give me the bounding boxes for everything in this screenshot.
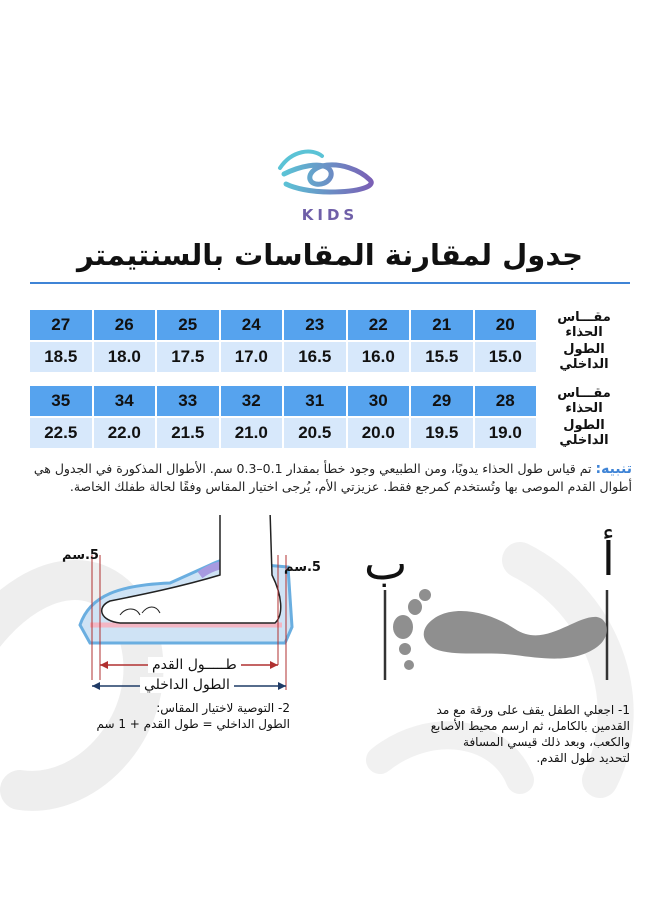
- notice-paragraph: [28, 460, 632, 495]
- instruction-line: 1- اجعلي الطفل يقف على ورقة مع مد: [436, 703, 630, 717]
- notice-text: تم قياس طول الحذاء يدويًا، ومن الطبيعي وجود خطأ بمقدار 0.1–0.3 سم. الأطوال المذكورة في الجدول هي أطوال القدم الموصى بها وتُستخدم كمرجع فقط. عزيزتي الأم، يُرجى اختيار المقاس وفقًا لحالة طفلك الخاصة.: [33, 461, 632, 494]
- inner-length-label: الطول الداخلي: [140, 677, 234, 693]
- gap-label-right: 5.سم: [284, 560, 321, 575]
- title-divider: [30, 282, 630, 284]
- length-cell: 20.0: [348, 418, 410, 448]
- size-cell: 27: [30, 310, 92, 340]
- size-cell: 30: [348, 386, 410, 416]
- instruction-line: لتحديد طول القدم.: [536, 751, 630, 765]
- size-cell: 26: [94, 310, 156, 340]
- instruction-line: والكعب، وبعد ذلك قيسي المسافة: [463, 735, 630, 749]
- length-cell: 18.5: [30, 342, 92, 372]
- page-title: جدول لمقارنة المقاسات بالسنتيمتر: [77, 238, 583, 272]
- row-label-size: مقـــاس الحذاء: [538, 310, 630, 340]
- length-cell: 22.5: [30, 418, 92, 448]
- table-row-sizes: [30, 310, 630, 340]
- length-cell: 20.5: [284, 418, 346, 448]
- size-cell: 28: [475, 386, 537, 416]
- row-label-size: مقـــاس الحذاء: [538, 386, 630, 416]
- size-cell: 24: [221, 310, 283, 340]
- length-cell: 22.0: [94, 418, 156, 448]
- length-cell: 19.0: [475, 418, 537, 448]
- size-table-2: [28, 384, 632, 450]
- row-label-length: الطول الداخلي: [538, 418, 630, 448]
- recommendation-line: 2- التوصية لاختيار المقاس:: [156, 701, 290, 715]
- size-cell: 31: [284, 386, 346, 416]
- size-cell: 25: [157, 310, 219, 340]
- length-cell: 19.5: [411, 418, 473, 448]
- foot-length-label: طـــــول القدم: [148, 657, 241, 673]
- size-cell: 35: [30, 386, 92, 416]
- recommendation-text: [40, 700, 290, 732]
- size-cell: 21: [411, 310, 473, 340]
- length-cell: 17.0: [221, 342, 283, 372]
- length-cell: 21.0: [221, 418, 283, 448]
- size-cell: 34: [94, 386, 156, 416]
- row-label-length: الطول الداخلي: [538, 342, 630, 372]
- footprint-measurement-illustration: [375, 585, 625, 695]
- gap-label-left: 5.سم: [62, 548, 99, 563]
- length-cell: 18.0: [94, 342, 156, 372]
- table-row-lengths: [30, 342, 630, 372]
- instruction-line: القدمين بالكامل، ثم ارسم محيط الأصابع: [430, 719, 630, 733]
- length-cell: 21.5: [157, 418, 219, 448]
- size-cell: 23: [284, 310, 346, 340]
- wave-logo-icon: [270, 140, 390, 202]
- logo-wordmark: KIDS: [301, 206, 359, 224]
- measurement-instructions: [380, 702, 630, 766]
- letter-a-label: أ: [602, 532, 615, 586]
- size-cell: 32: [221, 386, 283, 416]
- length-cell: 16.0: [348, 342, 410, 372]
- table-row-lengths: [30, 418, 630, 448]
- size-cell: 22: [348, 310, 410, 340]
- table-row-sizes: [30, 386, 630, 416]
- length-cell: 16.5: [284, 342, 346, 372]
- length-cell: 15.5: [411, 342, 473, 372]
- notice-label: تنبيه:: [595, 461, 632, 477]
- letter-b-label: ب: [364, 536, 408, 590]
- recommendation-line: الطول الداخلي = طول القدم + 1 سم: [96, 717, 290, 731]
- size-cell: 20: [475, 310, 537, 340]
- brand-logo: [270, 140, 390, 224]
- size-cell: 29: [411, 386, 473, 416]
- length-cell: 17.5: [157, 342, 219, 372]
- size-cell: 33: [157, 386, 219, 416]
- size-table-1: [28, 308, 632, 374]
- length-cell: 15.0: [475, 342, 537, 372]
